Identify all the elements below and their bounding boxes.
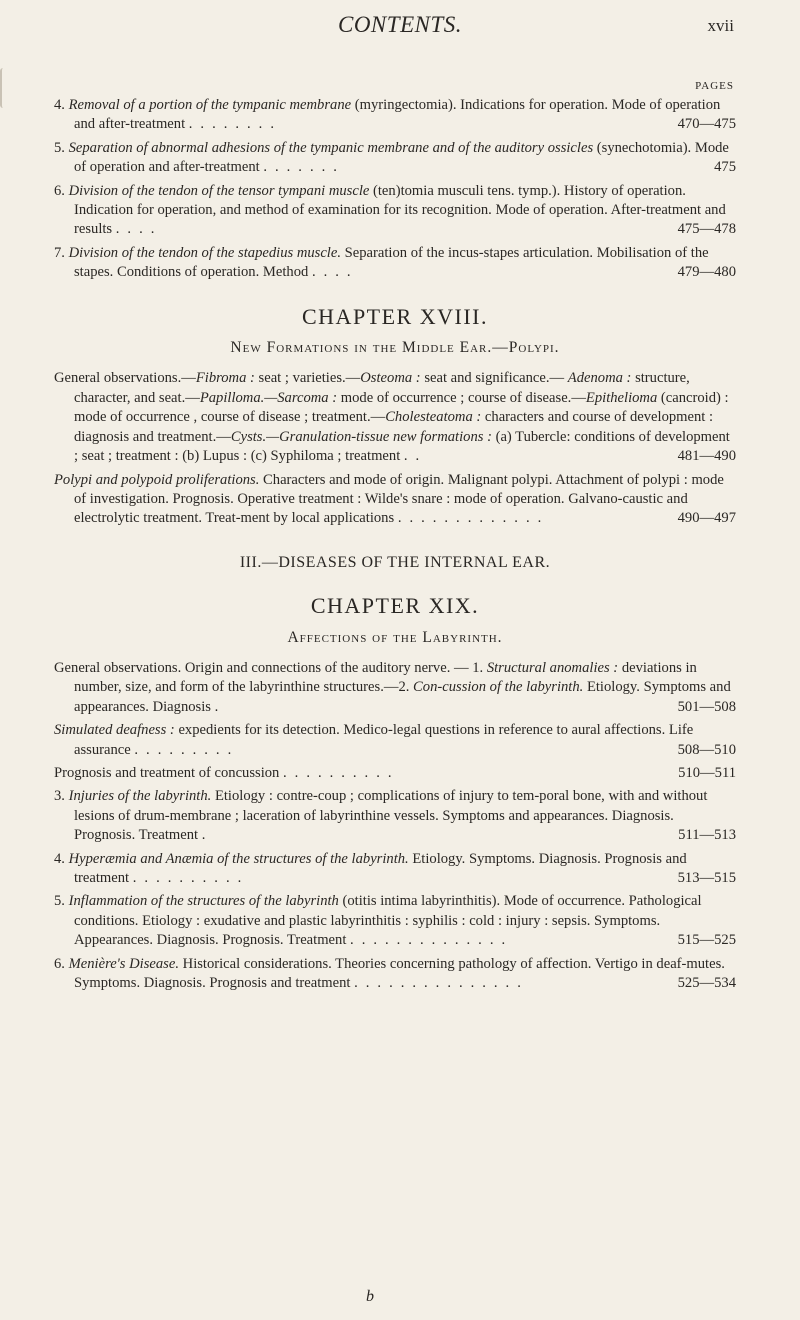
toc-entry: Prognosis and treatment of concussion .......... 510—511 [54,764,736,783]
toc-entry: General observations.—Fibroma : seat ; varieties.—Osteoma : seat and significance.— Adenoma : structure, character, and seat.—Papilloma.—Sarcoma : mode of occurrence ; course of disease.—Epithelioma (cancroid) : mode of occurrence , course of disease ; treatment.—Cholesteatoma : characters and course of development : diagnosis and treatment.—Cysts.—Granulation-tissue new formations : (a) Tubercle: conditions of development ; seat ; treatment : (b) Lupus : (c) Syphiloma ; treatment .. 481—490 [54,369,736,466]
entry-number: 4. [54,97,65,113]
toc-entry: 4. Hyperæmia and Anæmia of the structures of the labyrinth. Etiology. Symptoms. Diagnosis. Prognosis and treatment .......... 513—515 [54,850,736,889]
toc-entry: 4. Removal of a portion of the tympanic membrane (myringectomia). Indications for operation. Mode of operation and after-treatment ........ 470—475 [54,96,736,135]
part-title: III.—DISEASES OF THE INTERNAL EAR. [239,553,551,571]
entry-pages: 511—513 [678,827,736,844]
toc-entry: 3. Injuries of the labyrinth. Etiology : contre-coup ; complications of injury to tem-poral bone, with and without lesions of drum-membrane ; laceration of labyrinthine vessels. Symptoms and appearances. Diagnosis. Prognosis. Treatment . 511—513 [54,787,736,845]
entry-pages: 481—490 [677,448,736,465]
entry-number: 5. [54,139,65,156]
toc-entry: General observations. Origin and connections of the auditory nerve. — 1. Structural anomalies : deviations in number, size, and form of the labyrinthine structures.—2. Con-cussion of the labyrinth. Etiology. Symptoms and appearances. Diagnosis . 501—508 [54,659,736,717]
entry-pages: 515—525 [677,932,736,949]
entry-text: Separation of the incus-stapes articulation. Mobilisation of the stapes. Conditions of operation. Method [74,244,709,281]
entry-title: Separation of abnormal adhesions of the tympanic membrane and of the auditory ossicles [68,139,594,156]
entry-pages: 510—511 [678,764,736,781]
chapter-heading: CHAPTER XVIII. [302,303,488,329]
signature-mark: b [366,1288,374,1305]
chapter-heading: CHAPTER XIX. [310,593,480,619]
entry-pages: 479—480 [677,264,736,281]
toc-entry: 6. Menière's Disease. Historical considerations. Theories concerning pathology of affection. Vertigo in deaf-mutes. Symptoms. Diagnosis. Prognosis and treatment ............... 525—534 [54,955,736,994]
chapter-title: Affections of the Labyrinth. [287,628,503,646]
toc-entry: Polypi and polypoid proliferations. Characters and mode of origin. Malignant polypi. Attachment of polypi : mode of investigation. Prognosis. Operative treatment : Wilde's snare : mode of operation. Galvano-caustic and electrolytic treatment. Treat-ment by local applications ............. 490—497 [54,471,736,529]
entry-number: 7. [54,244,65,261]
entry-pages: 490—497 [677,510,736,527]
entry-title: Division of the tendon of the tensor tympani muscle [68,182,370,199]
entry-text: (myringectomia). Indications for operation. Mode of operation and after-treatment [74,97,721,133]
scan-edge-mark [0,68,8,108]
entry-pages: 525—534 [677,975,736,992]
toc-entry: 5. Inflammation of the structures of the labyrinth (otitis intima labyrinthitis). Mode of occurrence. Pathological conditions. Etiology : exudative and plastic labyrinthitis : syphilis : cold : injury : sepsis. Symptoms. Appearances. Diagnosis. Prognosis. Treatment .............. 515—525 [54,892,736,950]
entry-pages: 475 [714,159,736,176]
entry-pages: 475—478 [677,221,736,238]
chapter-title: New Formations in the Middle Ear.—Polypi. [230,339,560,357]
entry-pages: 513—515 [677,870,736,886]
pages-column-label: PAGES [695,80,734,92]
entry-pages: 508—510 [677,741,736,758]
toc-entry: Simulated deafness : expedients for its detection. Medico-legal questions in reference to aural affections. Life assurance ......... 508—510 [54,721,736,760]
toc-entry: 5. Separation of abnormal adhesions of the tympanic membrane and of the auditory ossicles (synechotomia). Mode of operation and after-treatment ....... 475 [54,139,736,178]
entry-text: (ten)tomia musculi tens. tymp.). History of operation. Indication for operation, and method of examination for its recognition. Mode of operation. After-treatment and results [74,182,726,238]
entry-text: (synechotomia). Mode of operation and after-treatment [74,139,729,176]
entry-pages: 470—475 [677,116,736,133]
contents-body [54,96,736,997]
entry-title: Division of the tendon of the stapedius muscle. [68,244,341,261]
page-number: xvii [707,16,734,35]
entry-title: Removal of a portion of the tympanic membrane [68,97,352,113]
toc-entry: 7. Division of the tendon of the stapedius muscle. Separation of the incus-stapes articulation. Mobilisation of the stapes. Conditions of operation. Method .... 479—480 [54,244,736,283]
entry-number: 6. [54,182,65,199]
running-title: CONTENTS. [337,12,462,37]
toc-entry: 6. Division of the tendon of the tensor tympani muscle (ten)tomia musculi tens. tymp.). History of operation. Indication for operation, and method of examination for its recognition. Mode of operation. After-treatment and results .... 475—478 [54,182,736,240]
entry-pages: 501—508 [677,698,736,715]
